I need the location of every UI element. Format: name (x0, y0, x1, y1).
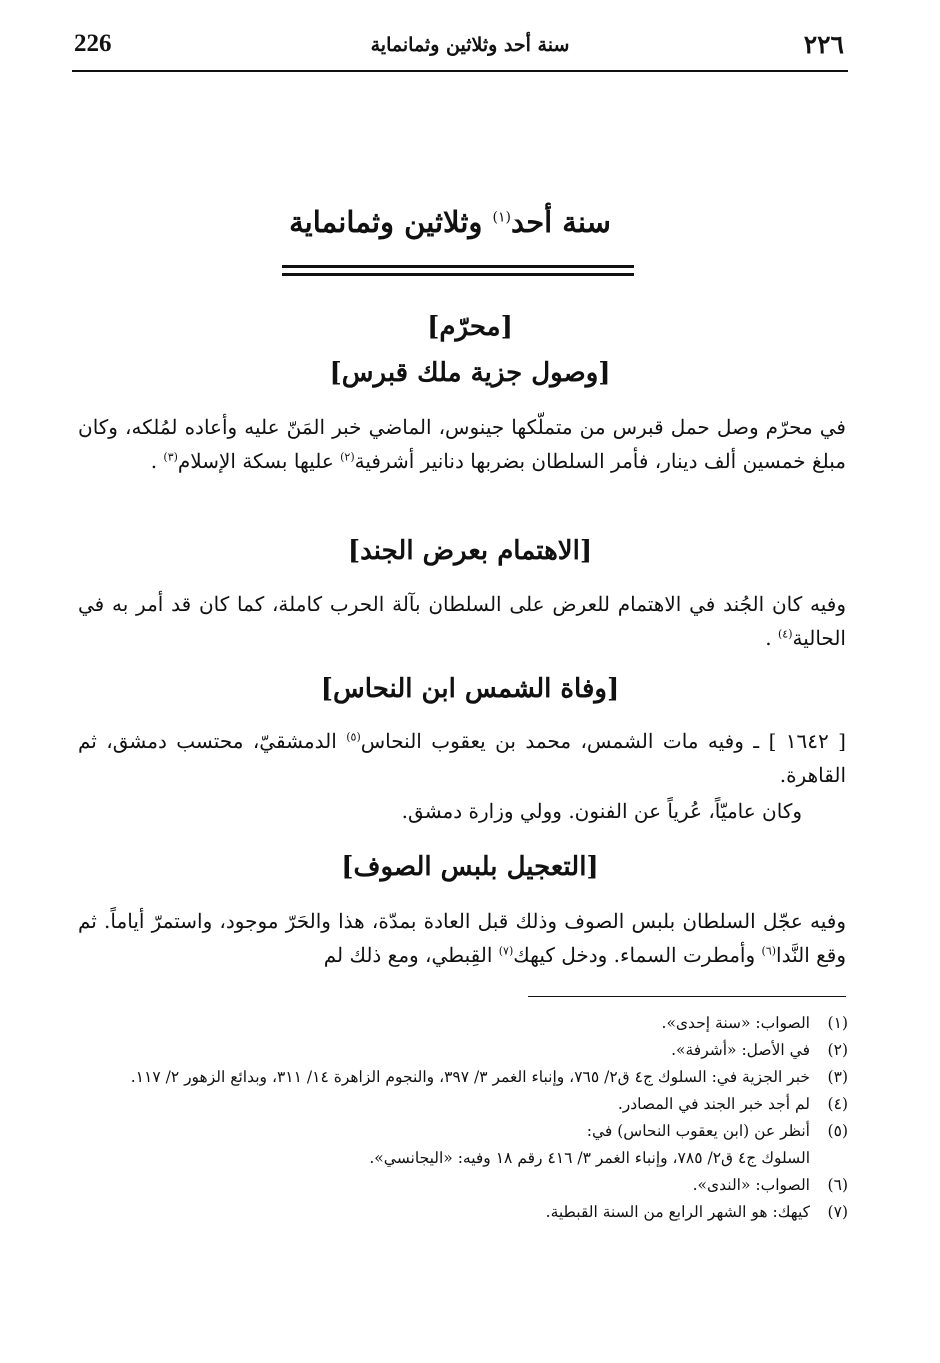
footnote-number: (٧) (827, 1203, 848, 1221)
year-title (240, 205, 660, 239)
paragraph-text: . (150, 449, 164, 473)
footnote-separator (528, 996, 846, 997)
footnote-number: (٥) (827, 1122, 848, 1140)
section-heading-ibn-nahhas-death: [وفاة الشمس ابن النحاس] (320, 674, 620, 704)
section-heading-cyprus-tribute: [وصول جزية ملك قبرس] (329, 358, 611, 388)
section-heading-wool-clothing: [التعجيل بلبس الصوف] (341, 852, 599, 882)
section-heading-army-review: [الاهتمام بعرض الجند] (347, 536, 593, 566)
footnote-text: الصواب: «سنة إحدى». (661, 1014, 810, 1032)
page-number-latin: 226 (74, 30, 112, 57)
footnote-text: أنظر عن (ابن يعقوب النحاس) في: (586, 1122, 810, 1140)
page-number-arabic: ٢٢٦ (803, 30, 844, 59)
paragraph-text: عليها بسكة الإسلام (177, 449, 341, 473)
year-title-part-1: سنة أحد (511, 205, 611, 239)
footnote-mark-3: (٣) (163, 450, 178, 464)
footnote-continuation: السلوك ج٤ ق٢/ ٧٨٥، وإنباء الغمر ٣/ ٤١٦ رقم ١٨ وفيه: «اليجانسي». (369, 1149, 810, 1167)
footnote-text: خبر الجزية في: السلوك ج٤ ق٢/ ٧٦٥، وإنباء الغمر ٣/ ٣٩٧، والنجوم الزاهرة ١٤/ ٣١١، وبدائع الزهور ٢/ ١١٧. (130, 1068, 810, 1086)
paragraph-text: وفيه كان الجُند في الاهتمام للعرض على السلطان بآلة الحرب كاملة، كما كان قد أمر به في الحالية (78, 592, 846, 650)
footnote-mark-7: (٧) (498, 944, 514, 958)
footnote-item (78, 1010, 848, 1037)
year-title-part-2: وثلاثين وثمانماية (289, 205, 493, 239)
footnote-item (78, 1064, 848, 1091)
running-title: سنة أحد وثلاثين وثمانماية (370, 34, 570, 56)
footnote-mark-4: (٤) (777, 627, 793, 641)
paragraph-text: [ ١٦٤٢ ] ـ وفيه مات الشمس، محمد بن يعقوب النحاس (360, 729, 846, 753)
footnotes (78, 1010, 848, 1226)
footnote-number: (٤) (827, 1095, 848, 1113)
footnote-number: (٢) (827, 1041, 848, 1059)
footnote-text: لم أجد خبر الجند في المصادر. (617, 1095, 810, 1113)
paragraph-text: وفيه عجّل السلطان بلبس الصوف وذلك قبل العادة بمدّة، هذا والحَرّ موجود، واستمرّ أياماً. ثم وقع النَّدا (78, 909, 846, 967)
title-rule-top (282, 265, 634, 268)
paragraph-text: وأمطرت السماء. ودخل كيهك (513, 943, 762, 967)
footnote-mark-2: (٢) (340, 450, 355, 464)
footnote-mark-1: (١) (492, 209, 511, 226)
paragraph-text: الدمشقيّ، محتسب دمشق، ثم القاهرة. (78, 729, 846, 787)
header-rule (72, 70, 848, 72)
footnote-item (78, 1199, 848, 1226)
footnote-number: (٦) (827, 1176, 848, 1194)
paragraph-wool-clothing (78, 904, 846, 972)
footnote-item (78, 1172, 848, 1199)
footnote-mark-6: (٦) (761, 944, 777, 958)
footnote-item (78, 1037, 848, 1064)
footnote-text: في الأصل: «أشرفة». (671, 1041, 810, 1059)
paragraph-cyprus-tribute (78, 410, 846, 478)
month-heading: [محرّم] (427, 312, 513, 342)
footnote-number: (٣) (827, 1068, 848, 1086)
paragraph-text: وكان عاميّاً، عُرياً عن الفنون. وولي وزارة دمشق. (401, 799, 802, 823)
paragraph-text: . (765, 626, 778, 650)
title-rule-bottom (282, 273, 634, 276)
paragraph-ibn-nahhas-note (78, 794, 846, 828)
footnote-text: الصواب: «الندى». (692, 1176, 810, 1194)
footnote-item (78, 1091, 848, 1118)
paragraph-text: في محرّم وصل حمل قبرس من متملّكها جينوس، الماضي خبر المَنّ عليه وأعاده لمُلكه، وكان مبلغ خمسين ألف دينار، فأمر السلطان بضربها دنانير أشرفية (78, 415, 846, 473)
paragraph-text: القِبطي، ومع ذلك لم (323, 943, 499, 967)
paragraph-army-review (78, 587, 846, 655)
footnote-number: (١) (827, 1014, 848, 1032)
footnote-text: كيهك: هو الشهر الرابع من السنة القبطية. (545, 1203, 810, 1221)
footnote-mark-5: (٥) (346, 730, 361, 744)
footnote-item (78, 1118, 848, 1145)
paragraph-ibn-nahhas-death (78, 724, 846, 792)
